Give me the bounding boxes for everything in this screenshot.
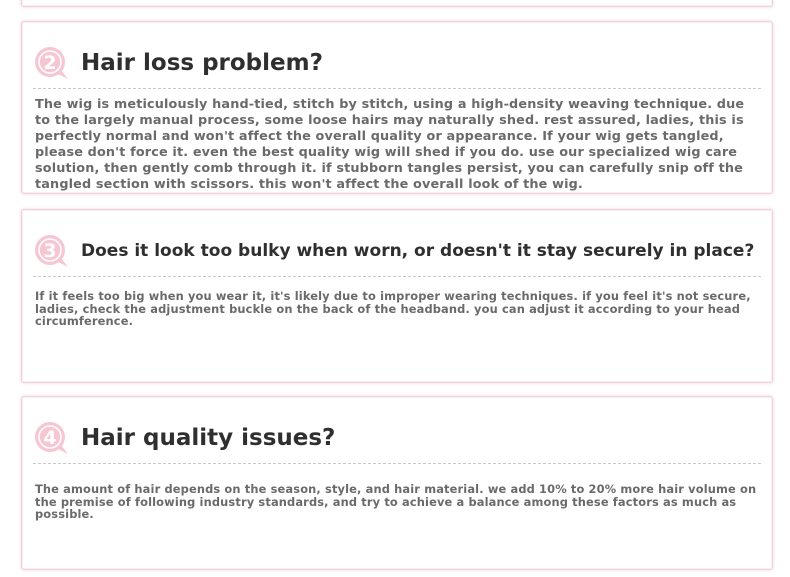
number-3-badge-icon [34,232,70,268]
faq-answer-hair-loss: The wig is meticulously hand-tied, stitch by stitch, using a high-density weaving technique. due to the largely manual process, some loose hairs may naturally shed. rest assured, ladies, this is perfectly normal and won't affect the overall quality or appearance. If your wig gets tangled, please don't force it. even the best quality wig will shed if you do. use our specialized wig care solution, then gently comb through it. if stubborn tangles persist, you can carefully snip off the tangled section with scissors. this won't affect the overall look of the wig. [35,97,745,192]
divider [33,88,761,89]
faq-answer-bulky-fit: If it feels too big when you wear it, it's likely due to improper wearing techniques. if you feel it's not secure, ladies, check the adjustment buckle on the back of the headband. you can adjust it according to your head circumference. [35,289,751,329]
divider [33,276,761,277]
faq-question-hair-quality: Hair quality issues? [81,425,336,451]
number-2-badge-icon [34,44,70,80]
faq-card-hair-loss [21,21,773,194]
svg-text:3: 3 [43,240,57,262]
faq-card-bulky-fit [21,209,773,383]
number-4-badge-icon [34,419,70,455]
faq-answer-hair-quality: The amount of hair depends on the season, style, and hair material. we add 10% to 20% more hair volume on the premise of following industry standards, and try to achieve a balance among these factors as much as possible. [35,482,757,522]
svg-text:2: 2 [43,52,57,74]
faq-question-hair-loss: Hair loss problem? [81,50,323,76]
divider [33,463,761,464]
svg-text:4: 4 [43,427,57,449]
faq-card-hair-quality [21,396,773,570]
faq-card-previous [21,0,773,7]
faq-question-bulky-fit: Does it look too bulky when worn, or doesn't it stay securely in place? [81,241,755,261]
